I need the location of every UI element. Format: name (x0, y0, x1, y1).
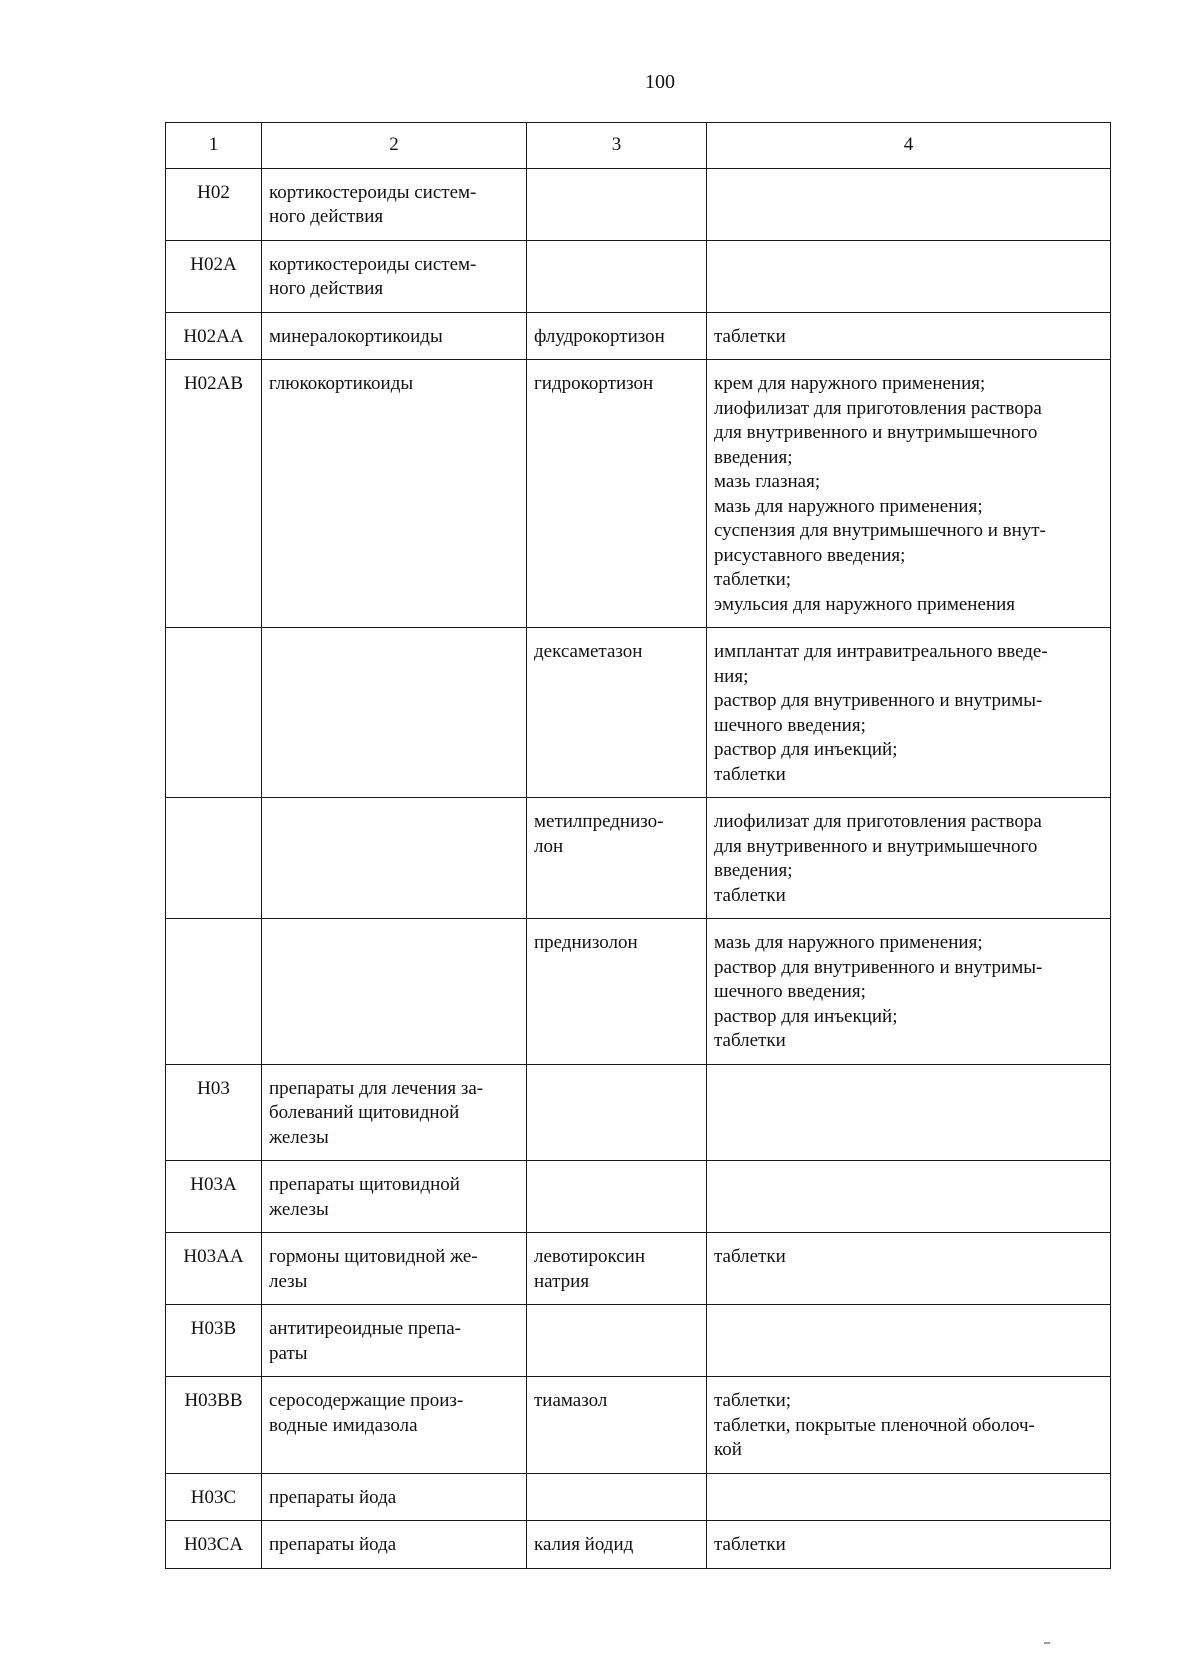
column-header-1: 1 (166, 123, 262, 169)
dosage-forms-cell: таблетки; таблетки, покрытые пленочной оболоч- кой (707, 1377, 1111, 1474)
page-number: 100 (645, 71, 675, 93)
group-name-cell: глюкокортикоиды (262, 360, 527, 628)
atc-code-cell: H03CA (166, 1521, 262, 1569)
group-name-cell: препараты йода (262, 1521, 527, 1569)
table-row (166, 240, 1111, 312)
drug-name-cell: метилпреднизо- лон (527, 798, 707, 919)
group-name-cell (262, 919, 527, 1065)
drug-name-cell: флудрокортизон (527, 312, 707, 360)
drug-name-cell: дексаметазон (527, 628, 707, 798)
atc-code-cell (166, 919, 262, 1065)
atc-code-cell (166, 798, 262, 919)
group-name-cell: препараты йода (262, 1473, 527, 1521)
table-row (166, 628, 1111, 798)
table-row (166, 1521, 1111, 1569)
table-body (166, 168, 1111, 1568)
dosage-forms-cell (707, 1305, 1111, 1377)
table-row (166, 1377, 1111, 1474)
table-row (166, 360, 1111, 628)
group-name-cell (262, 798, 527, 919)
dosage-forms-cell: таблетки (707, 1233, 1111, 1305)
atc-code-cell: H02AA (166, 312, 262, 360)
group-name-cell: кортикостероиды систем- ного действия (262, 240, 527, 312)
table-row (166, 1305, 1111, 1377)
drug-table (165, 122, 1111, 1569)
group-name-cell (262, 628, 527, 798)
drug-name-cell: левотироксин натрия (527, 1233, 707, 1305)
column-header-2: 2 (262, 123, 527, 169)
table-row (166, 1161, 1111, 1233)
dosage-forms-cell: таблетки (707, 312, 1111, 360)
dosage-forms-cell: таблетки (707, 1521, 1111, 1569)
drug-name-cell (527, 1064, 707, 1161)
dosage-forms-cell (707, 168, 1111, 240)
drug-name-cell: преднизолон (527, 919, 707, 1065)
atc-code-cell: H03B (166, 1305, 262, 1377)
drug-name-cell (527, 1305, 707, 1377)
dosage-forms-cell (707, 1473, 1111, 1521)
drug-name-cell: тиамазол (527, 1377, 707, 1474)
atc-code-cell: H02 (166, 168, 262, 240)
drug-name-cell: гидрокортизон (527, 360, 707, 628)
table-row (166, 1064, 1111, 1161)
group-name-cell: препараты для лечения за- болеваний щитовидной железы (262, 1064, 527, 1161)
atc-code-cell: H03A (166, 1161, 262, 1233)
dosage-forms-cell: мазь для наружного применения; раствор для внутривенного и внутримы- шечного введения; раствор для инъекций; таблетки (707, 919, 1111, 1065)
group-name-cell: антитиреоидные препа- раты (262, 1305, 527, 1377)
table-row (166, 1233, 1111, 1305)
drug-name-cell (527, 168, 707, 240)
atc-code-cell: H02A (166, 240, 262, 312)
drug-name-cell (527, 1161, 707, 1233)
column-header-4: 4 (707, 123, 1111, 169)
dosage-forms-cell (707, 1161, 1111, 1233)
drug-name-cell: калия йодид (527, 1521, 707, 1569)
group-name-cell: серосодержащие произ- водные имидазола (262, 1377, 527, 1474)
atc-code-cell: H03AA (166, 1233, 262, 1305)
atc-code-cell: H03BB (166, 1377, 262, 1474)
group-name-cell: минералокортикоиды (262, 312, 527, 360)
atc-code-cell: H03C (166, 1473, 262, 1521)
group-name-cell: гормоны щитовидной же- лезы (262, 1233, 527, 1305)
table-row (166, 312, 1111, 360)
table-row (166, 168, 1111, 240)
atc-code-cell: H02AB (166, 360, 262, 628)
drug-name-cell (527, 1473, 707, 1521)
dosage-forms-cell (707, 1064, 1111, 1161)
dosage-forms-cell (707, 240, 1111, 312)
atc-code-cell (166, 628, 262, 798)
table-row (166, 919, 1111, 1065)
dosage-forms-cell: лиофилизат для приготовления раствора для внутривенного и внутримышечного введения; таблетки (707, 798, 1111, 919)
dosage-forms-cell: имплантат для интравитреального введе- ния; раствор для внутривенного и внутримы- шечного введения; раствор для инъекций; таблетки (707, 628, 1111, 798)
table-row (166, 798, 1111, 919)
group-name-cell: кортикостероиды систем- ного действия (262, 168, 527, 240)
drug-name-cell (527, 240, 707, 312)
group-name-cell: препараты щитовидной железы (262, 1161, 527, 1233)
dosage-forms-cell: крем для наружного применения; лиофилизат для приготовления раствора для внутривенного и внутримышечного введения; мазь глазная; мазь для наружного применения; суспензия для внутримышечного и внут- рисуставного введения; таблетки; эмульсия для наружного применения (707, 360, 1111, 628)
scan-artifact (1044, 1642, 1050, 1644)
table-header-row (166, 123, 1111, 169)
table-row (166, 1473, 1111, 1521)
atc-code-cell: H03 (166, 1064, 262, 1161)
column-header-3: 3 (527, 123, 707, 169)
